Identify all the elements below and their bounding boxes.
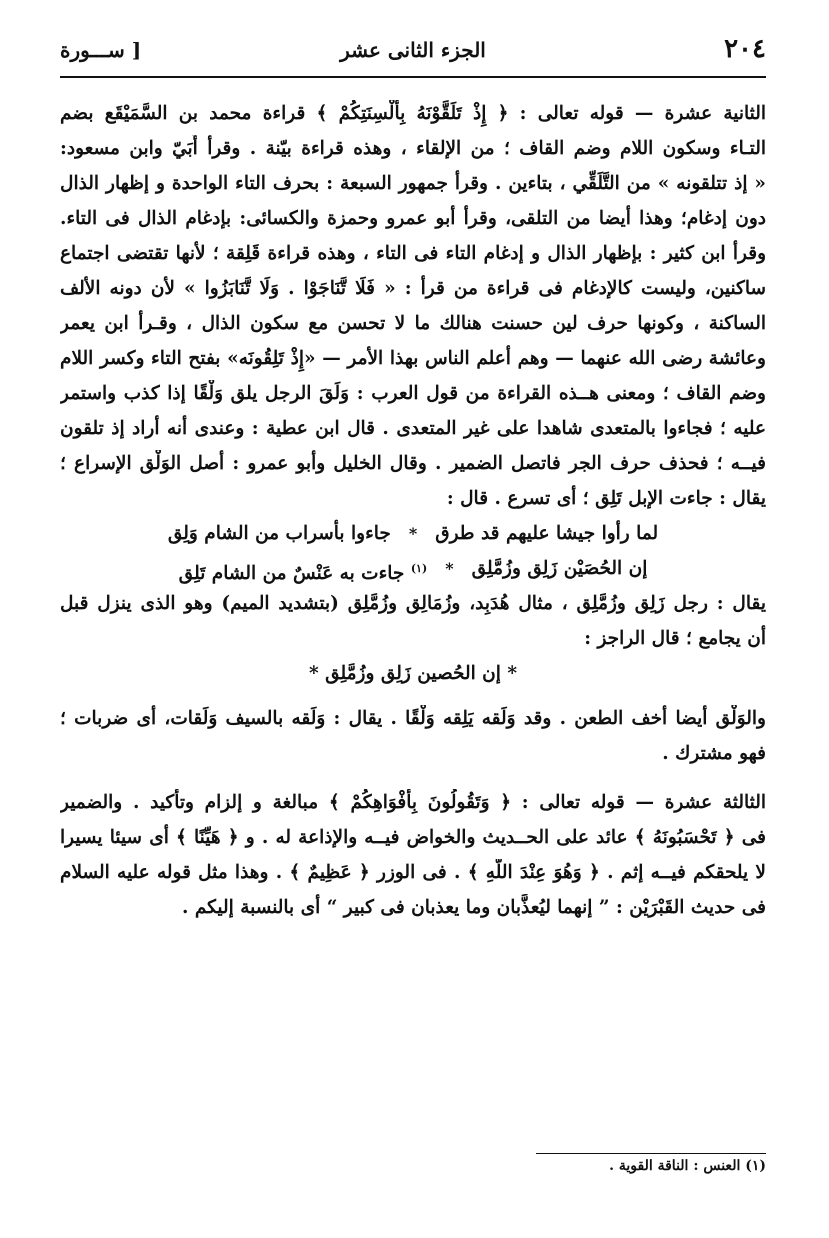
footnote-rule xyxy=(536,1153,766,1154)
rajaz-verse: * إن الحُصين زَلِق وزُمَّلِق * xyxy=(308,663,518,684)
text-line: يقال : جاءت الإبل تَلِق ؛ أى تسرع . قال : xyxy=(446,488,766,509)
text-line: « إذ تتلقونه » من التَّلَقِّي ، بتاءين . وقرأ جمهور السبعة : بحرف التاء الواحدة و إظهار الذال xyxy=(60,173,766,194)
text-line: الساكنة ، وكونها حرف لين حسنت هنالك ما لا تحسن مع سكون الذال ، وقـرأ ابن يعمر xyxy=(60,313,766,334)
verse-hemistich-second xyxy=(179,555,428,590)
paragraph-walq xyxy=(60,705,766,775)
text-line: عليه ؛ فجاءوا بالمتعدى شاهدا على غير المتعدى . قال ابن عطية : وعندى أنه أراد إذ تلقون xyxy=(60,418,766,439)
text-line: وعائشة رضى الله عنهما — وهم أعلم الناس بهذا الأمر — «إِذْ تَلِقُونَه» بفتح التاء وكسر اللام xyxy=(60,348,766,369)
paragraph-definition xyxy=(60,590,766,660)
poem-verse xyxy=(60,555,766,590)
text-line: فيــه ؛ فحذف حرف الجر فاتصل الضمير . وقال الخليل وأبو عمرو : أصل الوَلْق الإسراع ؛ xyxy=(60,453,766,474)
text-line: دون إدغام؛ وهذا أيضا من التلقى، وقرأ أبو عمرو وحمزة والكسائى: بإدغام الذال فى التاء. xyxy=(60,208,766,229)
footnote-marker: (١) xyxy=(410,562,428,575)
verse-hemistich-first: إن الحُصَيْن زَلِق وزُمَّلِق xyxy=(471,558,648,579)
verse-separator: * xyxy=(408,524,418,543)
text-line: ساكنين، وليست كالإدغام فى قراءة من قرأ : « فَلَا تَّنَاجَوْا . وَلَا تَّنَابَزُوا » لأن دونه الألف xyxy=(60,278,766,299)
paragraph-twelfth xyxy=(60,100,766,520)
text-line: يقال : رجل زَلِق وزُمَّلِق ، مثال هُدَبِد، وزُمَالِق وزُمَّلِق (بتشديد الميم) وهو الذى ينزل قبل xyxy=(60,593,766,614)
text-line: الثالثة عشرة — قوله تعالى : ﴿ وَتَقُولُونَ بِأَفْوَاهِكُمْ ﴾ مبالغة و إلزام وتأكيد . والضمير xyxy=(60,792,766,813)
text-line: الثانية عشرة — قوله تعالى : ﴿ إِذْ تَلَقَّوْنَهُ بِأَلْسِنَتِكُمْ ﴾ قراءة محمد بن السَّمَيْقَع بضم xyxy=(60,103,766,124)
text-line: أن يجامع ؛ قال الراجز : xyxy=(584,628,766,649)
poem-verses xyxy=(60,520,766,590)
text-line: لا يلحقكم فيــه إثم . ﴿ وَهُوَ عِنْدَ اللَّهِ ﴾ . فى الوزر ﴿ عَظِيمٌ ﴾ . وهذا مثل قوله عليه السلام xyxy=(60,862,766,883)
page-header xyxy=(60,28,766,76)
sura-label: [ ســـورة xyxy=(60,38,142,62)
running-title: الجزء الثانى عشر xyxy=(340,38,486,62)
text-line: وضم القاف ؛ ومعنى هــذه القراءة من قول العرب : وَلَقَ الرجل يلق وَلْقًا إذا كذب واستمر xyxy=(60,383,766,404)
verse-separator: * xyxy=(445,559,454,578)
poem-verse xyxy=(60,520,766,555)
verse-hemistich-text: جاءت به عَنْسٌ من الشام تَلِق xyxy=(178,563,405,585)
page-number: ٢٠٤ xyxy=(724,34,766,64)
text-line: فهو مشترك . xyxy=(662,743,766,764)
text-line: فى ﴿ تَحْسَبُونَهُ ﴾ عائد على الحــديث والخواض فيــه والإذاعة له . و ﴿ هَيِّنًا ﴾ أى سيئا يسيرا xyxy=(60,827,766,848)
text-line: والوَلْق أيضا أخف الطعن . وقد وَلَقه يَلِقه وَلْقًا . يقال : وَلَقه بالسيف وَلَقات، أى ضربات ؛ xyxy=(60,708,766,729)
text-line: وقرأ ابن كثير : بإظهار الذال و إدغام التاء فى التاء ، وهذه قراءة قَلِقة ؛ لأنها تقتضى اجتماع xyxy=(60,243,766,264)
header-rule xyxy=(60,76,766,78)
text-line: التـاء وسكون اللام وضم القاف ؛ من الإلقاء ، وهذه قراءة بيّنة . وقرأ أُبَيّ وابن مسعود: xyxy=(60,138,766,159)
main-text xyxy=(60,100,766,929)
footnote: (١) العنس : الناقة القوية . xyxy=(609,1158,766,1174)
paragraph-gap xyxy=(60,775,766,789)
paragraph-thirteenth xyxy=(60,789,766,929)
verse-hemistich-first: لما رأوا جيشا عليهم قد طرق xyxy=(435,523,659,544)
verse-hemistich-second: جاءوا بأسراب من الشام وَلِق xyxy=(167,523,391,544)
text-line: فى حديث القَبْرَيْن : ” إنهما ليُعذَّبان وما يعذبان فى كبير “ أى بالنسبة إليكم . xyxy=(181,897,766,918)
